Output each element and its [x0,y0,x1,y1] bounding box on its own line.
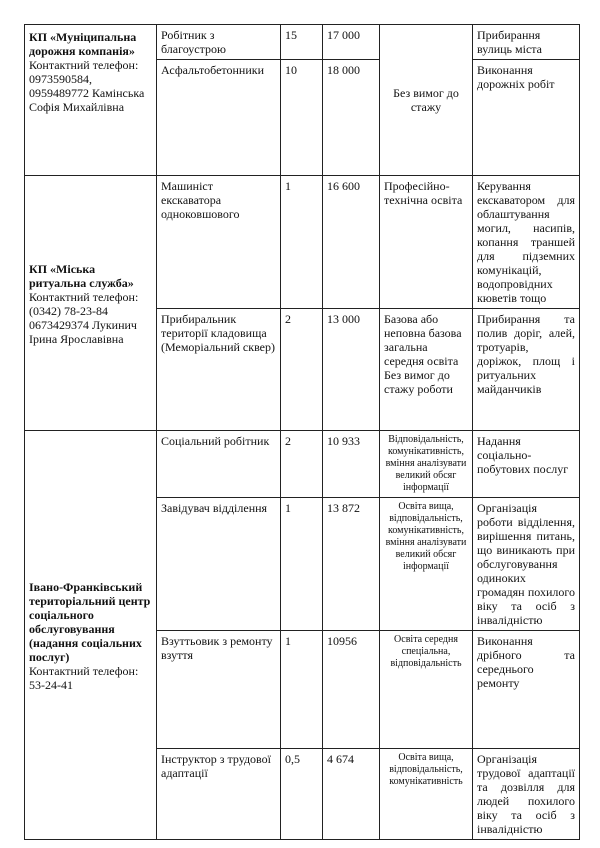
employer-name: КП «Муніципальна дорожня компанія» [29,30,137,58]
salary-cell: 17 000 [323,25,380,60]
employer-cell [25,431,157,840]
position-cell: Взуттьовик з ремонту взуття [157,631,281,749]
position-cell: Асфальтобетонники [157,60,281,176]
duties-cell: Організація роботи відділення, вирішення питань, що виникають при обслуговування одиноких громадян похилого віку та осіб з інвалідністю [473,498,580,631]
table-row [25,176,580,309]
employer-name: КП «Міська ритуальна служба» [29,262,134,290]
salary-cell: 10 933 [323,431,380,498]
count-cell: 2 [281,431,323,498]
salary-cell: 16 600 [323,176,380,309]
count-cell: 15 [281,25,323,60]
position-cell: Завідувач відділення [157,498,281,631]
position-cell: Інструктор з трудової адаптації [157,749,281,840]
salary-cell: 18 000 [323,60,380,176]
duties-cell: Організація трудової адаптації та дозвілля для людей похилого віку та осіб з інвалідністю [473,749,580,840]
requirements-cell: Відповідальність, комунікативність, вміння аналізувати великий обсяг інформації [380,431,473,498]
duties-cell: Прибирання вулиць міста [473,25,580,60]
employer-contact: Контактний телефон: 53-24-41 [29,664,139,692]
table-row [25,431,580,498]
requirements-cell: Освіта середня спеціальна, відповідальність [380,631,473,749]
employer-contact: Контактний телефон: (0342) 78-23-84 0673429374 Лукинич Ірина Ярославівна [29,290,139,346]
duties-cell: Надання соціально-побутових послуг [473,431,580,498]
table-row [25,25,580,60]
requirements-cell: Без вимог до стажу [380,25,473,176]
position-cell: Машиніст екскаватора одноковшового [157,176,281,309]
position-cell: Робітник з благоустрою [157,25,281,60]
duties-cell: Виконання дрібного та середнього ремонту [473,631,580,749]
count-cell: 1 [281,498,323,631]
count-cell: 2 [281,309,323,431]
salary-cell: 13 000 [323,309,380,431]
vacancies-table [24,24,580,840]
count-cell: 1 [281,631,323,749]
salary-cell: 4 674 [323,749,380,840]
position-cell: Прибиральник території кладовища (Меморіальний сквер) [157,309,281,431]
requirements-cell: Освіта вища, відповідальність, комунікативність, вміння аналізувати великий обсяг інформації [380,498,473,631]
duties-cell: Керування екскаватором для облаштування могил, насипів, копання траншей для підземних комунікацій, водопровідних кюветів тощо [473,176,580,309]
count-cell: 10 [281,60,323,176]
employer-contact: Контактний телефон: 0973590584, 0959489772 Камінська Софія Михайлівна [29,58,145,114]
requirements-cell: Освіта вища, відповідальність, комунікативність [380,749,473,840]
employer-name: Івано-Франківський територіальний центр соціального обслуговування (надання соціальних послуг) [29,580,151,664]
duties-cell: Прибирання та полив доріг, алей, тротуарів, доріжок, площ і ритуальних майданчиків [473,309,580,431]
duties-cell: Виконання дорожніх робіт [473,60,580,176]
salary-cell: 13 872 [323,498,380,631]
count-cell: 1 [281,176,323,309]
count-cell: 0,5 [281,749,323,840]
employer-cell [25,176,157,431]
requirements-cell: Базова або неповна базова загальна середня освіта Без вимог до стажу роботи [380,309,473,431]
requirements-cell: Професійно-технічна освіта [380,176,473,309]
salary-cell: 10956 [323,631,380,749]
position-cell: Соціальний робітник [157,431,281,498]
employer-cell [25,25,157,176]
